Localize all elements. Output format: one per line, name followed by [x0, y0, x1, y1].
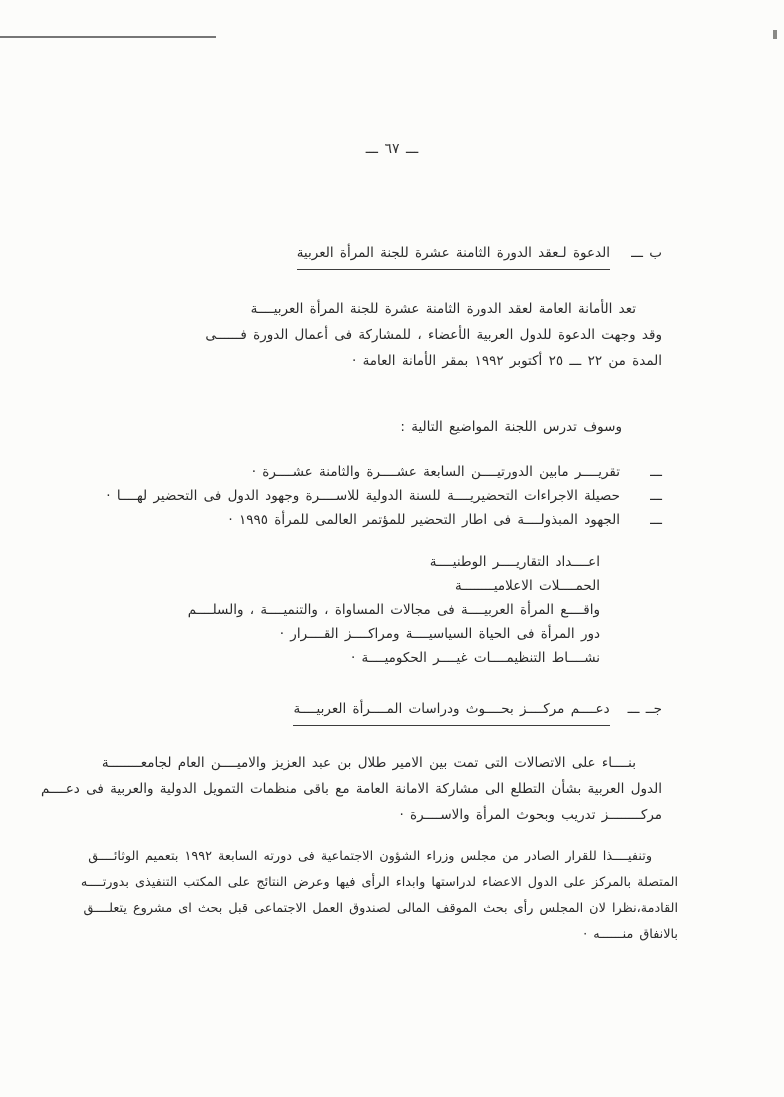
paragraph-line: مركــــــــز تدريب وبحوث المرأة والاســــرة ·: [399, 807, 662, 823]
list-dash: ـــ: [650, 464, 662, 480]
paragraph-line: وقد وجهت الدعوة للدول العربية الأعضاء ، للمشاركة فى أعمال الدورة فــــــى: [205, 327, 662, 343]
paragraph-line: تعد الأمانة العامة لعقد الدورة الثامنة عشرة للجنة المرأة العربيــــة: [250, 301, 636, 317]
sub-list-item: اعــــداد التقاريــــر الوطنيــــة: [429, 554, 600, 570]
list-item-text: حصيلة الاجراءات التحضيريــــة للسنة الدولية للاســــرة وجهود الدول فى التحضير لهــــا ·: [106, 488, 620, 504]
paragraph-line: بالانفاق منــــــه ·: [583, 927, 678, 942]
section-b-marker: ب ـــ: [631, 245, 662, 261]
list-dash: ـــ: [650, 488, 662, 504]
paragraph-line: المتصلة بالمركز على الدول الاعضاء لدراستها وابداء الرأى فيها وعرض النتائج على المكتب التنفيذى بدورتــــه: [80, 875, 678, 890]
list-item: [106, 484, 662, 508]
section-c-marker: جــ ـــ: [627, 701, 662, 717]
topics-intro-line: وسوف تدرس اللجنة المواضيع التالية :: [400, 419, 622, 435]
sub-list-item: نشــــاط التنظيمــــات غيــــر الحكوميــــة ·: [350, 650, 600, 666]
topics-list: [106, 460, 662, 532]
list-item-text: تقريــــر مابين الدورتيــــن السابعة عشــــرة والثامنة عشــــرة ·: [251, 464, 620, 480]
list-item: [122, 460, 662, 484]
section-b-paragraph: [122, 296, 662, 374]
section-c-paragraph-1: [40, 750, 662, 828]
scan-artifact-mark: [773, 30, 777, 39]
section-b-title: الدعوة لـعقد الدورة الثامنة عشرة للجنة المرأة العربية: [297, 240, 610, 270]
sub-list-item: الحمــــلات الاعلاميــــــــة: [454, 578, 600, 594]
paragraph-line: المدة من ٢٢ ـــ ٢٥ أكتوبر ١٩٩٢ بمقر الأمانة العامة ·: [351, 353, 662, 369]
topics-sub-list: [122, 550, 662, 670]
list-item: [122, 508, 662, 532]
section-b-heading: [122, 240, 662, 270]
document-content: [40, 0, 678, 948]
paragraph-line: بنــــاء على الاتصالات التى تمت بين الامير طلال بن عبد العزيز والاميــــن العام لجامعــــــــة: [101, 755, 636, 771]
section-c-title: دعــــم مركــــز بحــــوث ودراسات المــــرأة العربيــــة: [293, 696, 609, 726]
paragraph-line: الدول العربية بشأن التطلع الى مشاركة الامانة العامة مع باقى منظمات التمويل الدولية والعربية فى دعــــم: [40, 781, 662, 797]
list-dash: ـــ: [650, 512, 662, 528]
section-c-heading: [122, 696, 662, 726]
sub-list-item: دور المرأة فى الحياة السياسيــــة ومراكــــز القــــرار ·: [279, 626, 600, 642]
list-item-text: الجهود المبذولــــة فى اطار التحضير للمؤتمر العالمى للمرأة ١٩٩٥ ·: [228, 512, 620, 528]
paragraph-line: القادمة،نظرا لان المجلس رأى بحث الموقف المالى لصندوق العمل الاجتماعى قبل بحث اى مشروع يتعلــــق: [83, 901, 678, 916]
section-c-paragraph-2: [80, 844, 678, 948]
page-number: ـــ ٦٧ ـــ: [365, 141, 419, 157]
sub-list-item: واقــــع المرأة العربيــــة فى مجالات المساواة ، والتنميــــة ، والسلــــم: [187, 602, 600, 618]
paragraph-line: وتنفيــــذا للقرار الصادر من مجلس وزراء الشؤون الاجتماعية فى دورته السابعة ١٩٩٢ بتعميم الوثائــــق: [88, 849, 652, 864]
